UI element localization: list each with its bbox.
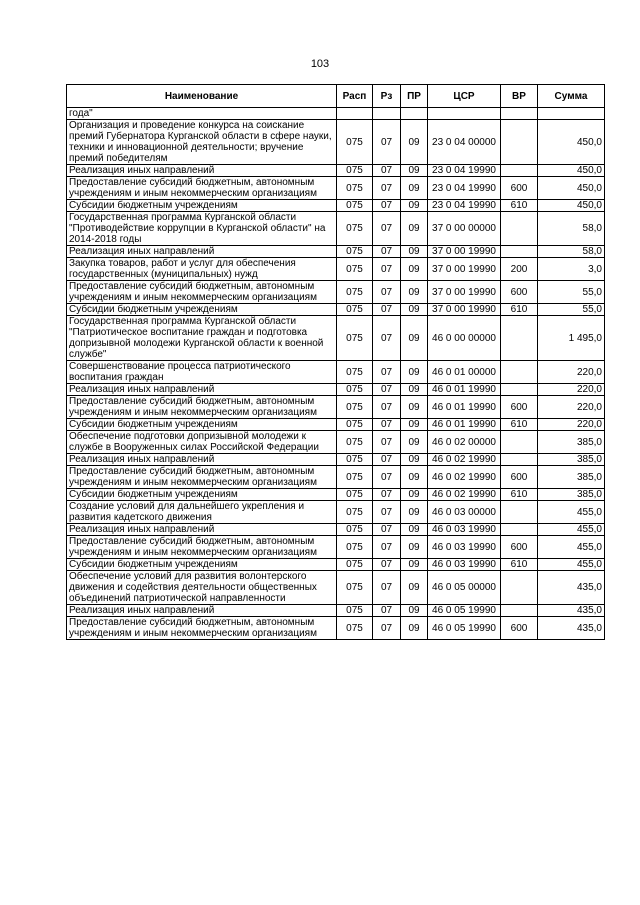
table-row [67,281,605,304]
row-pr [401,108,428,120]
row-rasp: 075 [337,165,373,177]
row-csr: 46 0 02 19990 [428,454,501,466]
table-row [67,316,605,361]
row-vr: 600 [501,617,538,640]
row-name: Реализация иных направлений [67,454,337,466]
row-csr: 46 0 01 19990 [428,419,501,431]
row-vr: 600 [501,177,538,200]
row-rz: 07 [373,489,401,501]
table-row [67,466,605,489]
table-row [67,571,605,605]
row-vr [501,108,538,120]
table-row [67,120,605,165]
row-rasp: 075 [337,361,373,384]
row-rasp: 075 [337,536,373,559]
row-pr: 09 [401,384,428,396]
row-rasp: 075 [337,571,373,605]
row-rz: 07 [373,177,401,200]
row-pr: 09 [401,466,428,489]
row-vr [501,431,538,454]
row-name: Обеспечение подготовки допризывной молодежи к службе в Вооруженных силах Российской Федерации [67,431,337,454]
row-pr: 09 [401,304,428,316]
row-csr: 46 0 03 19990 [428,524,501,536]
row-name: Закупка товаров, работ и услуг для обеспечения государственных (муниципальных) нужд [67,258,337,281]
row-rasp: 075 [337,419,373,431]
row-rz: 07 [373,605,401,617]
row-csr: 46 0 01 19990 [428,396,501,419]
row-rz: 07 [373,454,401,466]
row-vr [501,316,538,361]
row-name: Предоставление субсидий бюджетным, автономным учреждениям и иным некоммерческим организациям [67,396,337,419]
row-rz: 07 [373,200,401,212]
row-vr [501,524,538,536]
row-sum: 385,0 [538,489,605,501]
row-rz: 07 [373,316,401,361]
header-csr: ЦСР [428,85,501,108]
row-sum: 55,0 [538,281,605,304]
row-pr: 09 [401,501,428,524]
row-sum: 450,0 [538,165,605,177]
row-sum: 455,0 [538,524,605,536]
row-csr: 46 0 01 00000 [428,361,501,384]
row-pr: 09 [401,559,428,571]
table-row [67,304,605,316]
row-rz: 07 [373,384,401,396]
row-rasp: 075 [337,489,373,501]
header-pr: ПР [401,85,428,108]
row-sum: 450,0 [538,200,605,212]
row-name: Предоставление субсидий бюджетным, автономным учреждениям и иным некоммерческим организациям [67,281,337,304]
row-sum: 220,0 [538,419,605,431]
row-sum: 58,0 [538,212,605,246]
table-row [67,177,605,200]
row-rz: 07 [373,361,401,384]
row-rasp: 075 [337,258,373,281]
row-pr: 09 [401,605,428,617]
row-rz: 07 [373,281,401,304]
row-rasp: 075 [337,120,373,165]
row-name: Предоставление субсидий бюджетным, автономным учреждениям и иным некоммерческим организациям [67,617,337,640]
row-pr: 09 [401,258,428,281]
row-name: Совершенствование процесса патриотического воспитания граждан [67,361,337,384]
row-name: Государственная программа Курганской области "Патриотическое воспитание граждан и подготовка допризывной молодежи Курганской области к военной службе" [67,316,337,361]
row-vr [501,165,538,177]
row-rz: 07 [373,466,401,489]
row-name: Создание условий для дальнейшего укрепления и развития кадетского движения [67,501,337,524]
table-row [67,108,605,120]
row-csr: 23 0 04 00000 [428,120,501,165]
row-rasp: 075 [337,212,373,246]
row-pr: 09 [401,177,428,200]
row-sum: 220,0 [538,384,605,396]
row-sum: 220,0 [538,396,605,419]
row-sum: 385,0 [538,431,605,454]
row-rz: 07 [373,120,401,165]
row-vr: 610 [501,304,538,316]
row-vr: 610 [501,489,538,501]
row-name: Субсидии бюджетным учреждениям [67,200,337,212]
row-csr: 46 0 02 19990 [428,489,501,501]
row-rz: 07 [373,617,401,640]
row-vr: 600 [501,536,538,559]
table-row [67,559,605,571]
row-sum: 450,0 [538,120,605,165]
row-rz: 07 [373,524,401,536]
row-name: Субсидии бюджетным учреждениям [67,559,337,571]
row-csr: 46 0 03 19990 [428,559,501,571]
row-rasp: 075 [337,281,373,304]
row-name: Реализация иных направлений [67,246,337,258]
row-name: Предоставление субсидий бюджетным, автономным учреждениям и иным некоммерческим организациям [67,177,337,200]
row-pr: 09 [401,281,428,304]
row-vr: 610 [501,559,538,571]
row-rz [373,108,401,120]
row-rz: 07 [373,304,401,316]
row-vr [501,120,538,165]
table-row [67,489,605,501]
row-vr: 600 [501,466,538,489]
row-pr: 09 [401,246,428,258]
table-row [67,536,605,559]
table-row [67,200,605,212]
row-pr: 09 [401,165,428,177]
row-name: Реализация иных направлений [67,165,337,177]
row-pr: 09 [401,120,428,165]
row-name: Субсидии бюджетным учреждениям [67,419,337,431]
row-rasp: 075 [337,524,373,536]
row-name: Реализация иных направлений [67,384,337,396]
page-number: 103 [310,58,330,70]
row-name: Субсидии бюджетным учреждениям [67,304,337,316]
row-rz: 07 [373,536,401,559]
row-csr: 37 0 00 19990 [428,258,501,281]
row-sum: 3,0 [538,258,605,281]
row-name: Организация и проведение конкурса на соискание премий Губернатора Курганской области в сфере науки, техники и инновационной деятельности; вручение премий победителям [67,120,337,165]
row-pr: 09 [401,431,428,454]
row-rz: 07 [373,501,401,524]
row-rz: 07 [373,246,401,258]
header-sum: Сумма [538,85,605,108]
row-vr [501,212,538,246]
header-vr: ВР [501,85,538,108]
row-vr: 610 [501,200,538,212]
row-rasp: 075 [337,246,373,258]
row-name: Реализация иных направлений [67,524,337,536]
row-vr: 610 [501,419,538,431]
row-pr: 09 [401,316,428,361]
row-sum: 220,0 [538,361,605,384]
row-pr: 09 [401,489,428,501]
row-vr [501,246,538,258]
row-name: Субсидии бюджетным учреждениям [67,489,337,501]
row-sum: 455,0 [538,536,605,559]
row-rasp: 075 [337,605,373,617]
row-csr [428,108,501,120]
row-vr: 600 [501,396,538,419]
row-pr: 09 [401,571,428,605]
row-csr: 37 0 00 00000 [428,212,501,246]
row-rasp: 075 [337,316,373,361]
row-pr: 09 [401,617,428,640]
row-rz: 07 [373,559,401,571]
table-row [67,396,605,419]
table-row [67,258,605,281]
row-vr: 200 [501,258,538,281]
row-rasp: 075 [337,304,373,316]
row-csr: 37 0 00 19990 [428,281,501,304]
row-csr: 37 0 00 19990 [428,304,501,316]
row-rasp: 075 [337,177,373,200]
table-row [67,501,605,524]
row-vr [501,384,538,396]
row-csr: 46 0 05 00000 [428,571,501,605]
table-row [67,419,605,431]
row-csr: 46 0 01 19990 [428,384,501,396]
row-name: Государственная программа Курганской области "Противодействие коррупции в Курганской области" на 2014-2018 годы [67,212,337,246]
row-csr: 46 0 05 19990 [428,617,501,640]
row-rz: 07 [373,431,401,454]
row-name: Реализация иных направлений [67,605,337,617]
row-sum: 435,0 [538,571,605,605]
row-sum: 385,0 [538,466,605,489]
row-pr: 09 [401,536,428,559]
table-row [67,165,605,177]
row-sum: 455,0 [538,501,605,524]
row-rasp: 075 [337,200,373,212]
row-rasp: 075 [337,384,373,396]
row-csr: 46 0 00 00000 [428,316,501,361]
row-pr: 09 [401,396,428,419]
header-rasp: Расп [337,85,373,108]
row-pr: 09 [401,361,428,384]
row-rz: 07 [373,165,401,177]
table-body [67,108,605,640]
table-row [67,431,605,454]
row-rz: 07 [373,571,401,605]
header-rz: Рз [373,85,401,108]
row-sum: 450,0 [538,177,605,200]
row-sum: 435,0 [538,605,605,617]
row-name: Обеспечение условий для развития волонтерского движения и содействия деятельности общественных объединений патриотической направленности [67,571,337,605]
table-row [67,246,605,258]
row-pr: 09 [401,200,428,212]
table-row [67,361,605,384]
row-vr [501,361,538,384]
row-sum [538,108,605,120]
row-rasp: 075 [337,396,373,419]
row-csr: 23 0 04 19990 [428,200,501,212]
row-csr: 46 0 03 19990 [428,536,501,559]
header-name: Наименование [67,85,337,108]
row-csr: 23 0 04 19990 [428,177,501,200]
budget-table [66,84,605,640]
row-name: Предоставление субсидий бюджетным, автономным учреждениям и иным некоммерческим организациям [67,466,337,489]
table-header-row [67,85,605,108]
row-vr [501,571,538,605]
row-rasp: 075 [337,431,373,454]
row-sum: 1 495,0 [538,316,605,361]
row-rz: 07 [373,396,401,419]
row-sum: 435,0 [538,617,605,640]
table-row [67,605,605,617]
table-row [67,212,605,246]
row-sum: 385,0 [538,454,605,466]
row-rasp [337,108,373,120]
row-sum: 58,0 [538,246,605,258]
row-csr: 46 0 02 19990 [428,466,501,489]
row-name: года" [67,108,337,120]
row-csr: 23 0 04 19990 [428,165,501,177]
row-csr: 46 0 02 00000 [428,431,501,454]
row-pr: 09 [401,454,428,466]
row-csr: 37 0 00 19990 [428,246,501,258]
row-rasp: 075 [337,501,373,524]
row-vr: 600 [501,281,538,304]
table-row [67,384,605,396]
row-rasp: 075 [337,466,373,489]
table-row [67,524,605,536]
row-rz: 07 [373,258,401,281]
row-pr: 09 [401,212,428,246]
row-pr: 09 [401,524,428,536]
row-rz: 07 [373,419,401,431]
row-rasp: 075 [337,617,373,640]
row-pr: 09 [401,419,428,431]
row-vr [501,605,538,617]
table-row [67,454,605,466]
row-rz: 07 [373,212,401,246]
row-sum: 455,0 [538,559,605,571]
row-sum: 55,0 [538,304,605,316]
row-csr: 46 0 03 00000 [428,501,501,524]
row-name: Предоставление субсидий бюджетным, автономным учреждениям и иным некоммерческим организациям [67,536,337,559]
row-rasp: 075 [337,454,373,466]
row-vr [501,501,538,524]
row-rasp: 075 [337,559,373,571]
row-vr [501,454,538,466]
table-row [67,617,605,640]
row-csr: 46 0 05 19990 [428,605,501,617]
